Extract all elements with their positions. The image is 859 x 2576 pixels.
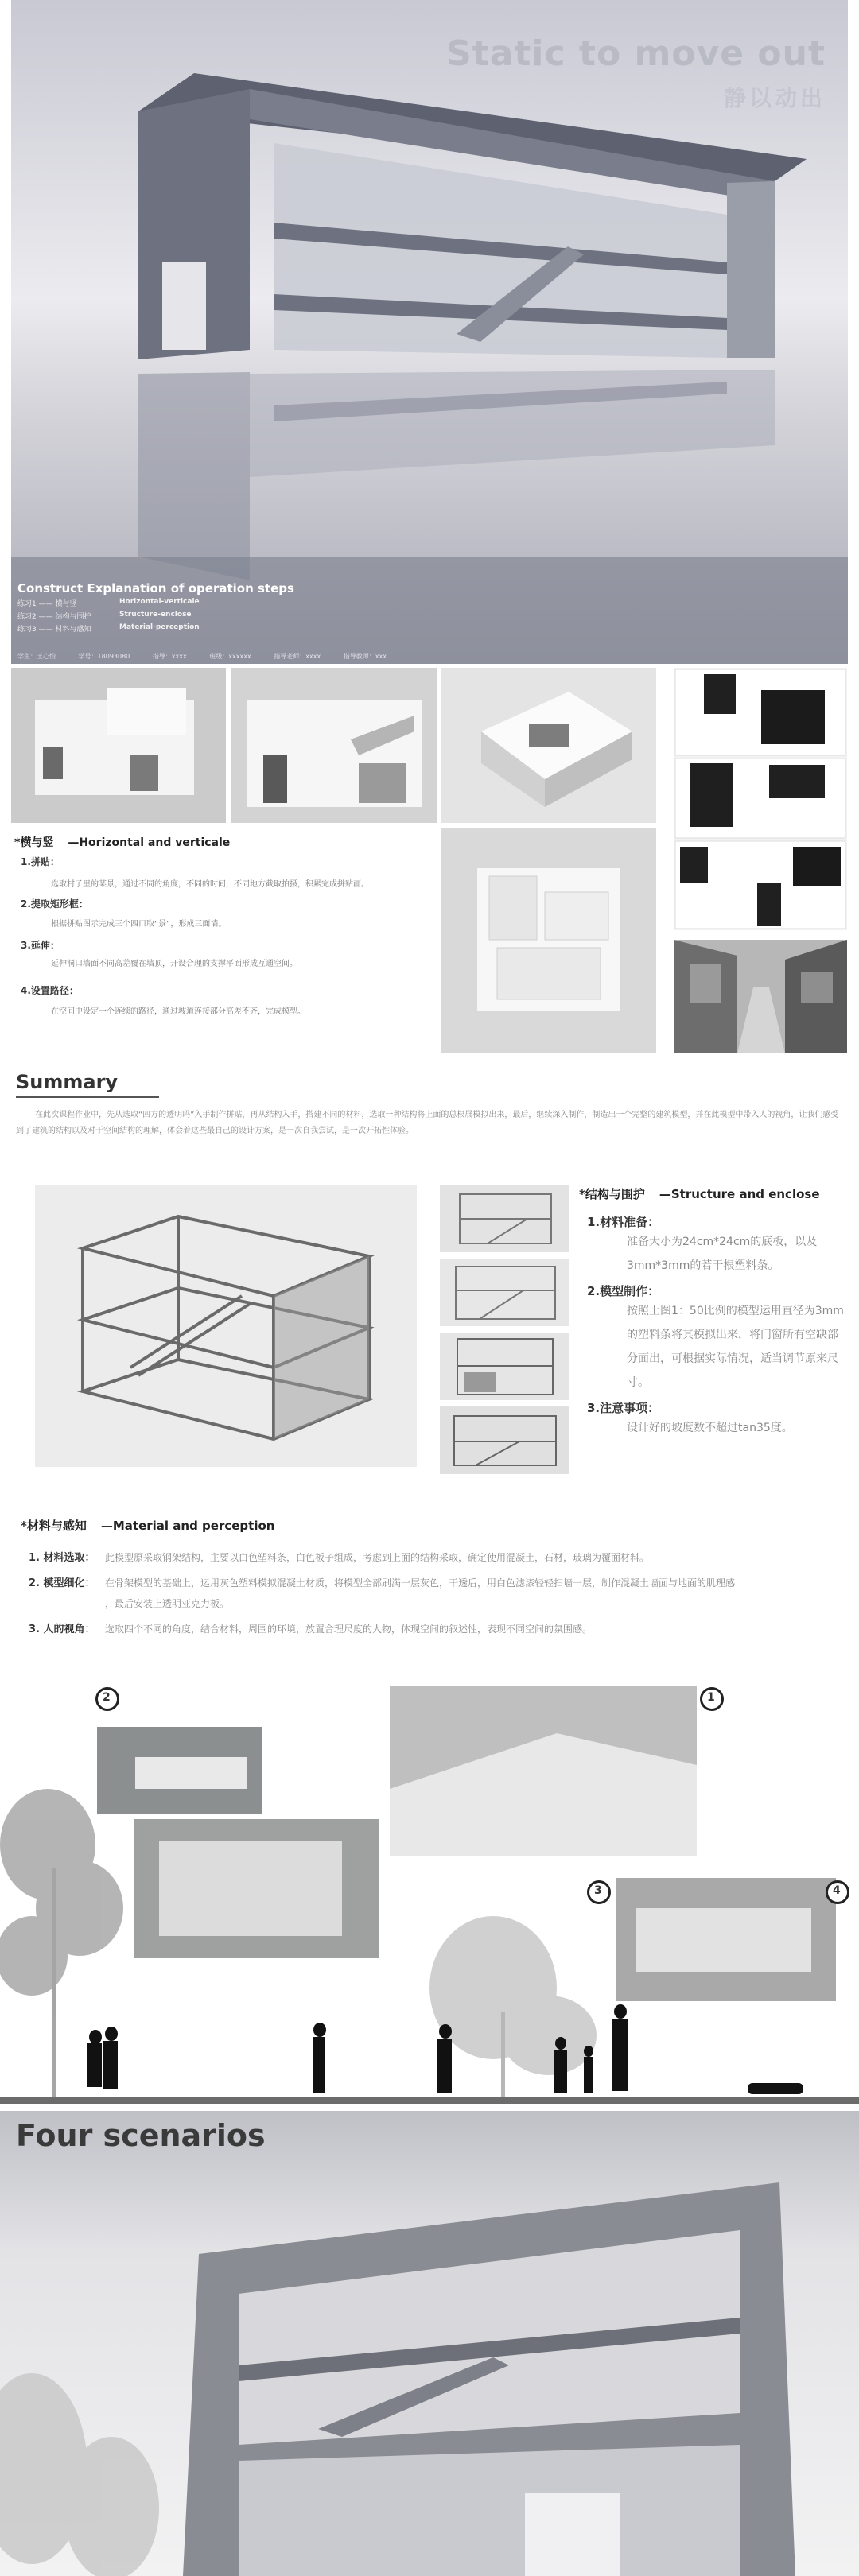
step-row	[17, 598, 200, 608]
scenario-marker	[826, 1880, 849, 1904]
horizontal-item-text: 延伸洞口墙面不同高差覆在墙顶，开设合理的支撑平面形成互通空间。	[51, 960, 297, 968]
hero-title: Static to move out	[445, 33, 826, 74]
meta-item: 指导老师：xxxx	[274, 653, 321, 660]
four-scenarios-title: Four scenarios	[16, 2118, 266, 2153]
step-row	[17, 611, 192, 621]
structure-item-text: 按照上图1：50比例的模型运用直径为3mm的塑料条将其模拟出来，将门窗所有空缺部分面出，可根据实际情况，适当调节原来尺寸。	[627, 1305, 844, 1389]
frame-model-photo	[35, 1185, 417, 1467]
scenario-marker	[700, 1687, 724, 1711]
step-en: Horizontal-verticale	[119, 598, 200, 606]
structure-item-text: 设计好的坡度数不超过tan35度。	[627, 1422, 793, 1434]
horizontal-item-title: 3.延伸：	[21, 940, 60, 951]
meta-item: 学号：18093080	[78, 653, 130, 660]
structure-item-title: 3.注意事项：	[587, 1401, 660, 1415]
scenario-marker-label: 3	[594, 1884, 602, 1897]
structure-heading	[579, 1185, 820, 1202]
heading-cn: *横与竖	[14, 836, 54, 849]
scenario-marker	[95, 1687, 119, 1711]
step-en: Structure-enclose	[119, 611, 192, 619]
collage-frames	[674, 668, 847, 930]
scenario-marker-label: 2	[103, 1691, 111, 1704]
summary-text: 在此次课程作业中，先从选取“四方的透明吗”入手制作拼贴，再从结构入手，搭建不同的材料，选取一种结构将上面的总根展模拟出来，最后，继续深入制作，制造出一个完整的建筑模型，并在此模型中带入人的视角，让我们感受到了建筑的结构以及对于空间结构的理解，体会着这些最自己的设计方案，是一次自我尝试，是一次开拓性体验。	[16, 1111, 839, 1135]
meta-item: 班级：xxxxxx	[209, 653, 251, 660]
material-item-text: 此模型原采取钢架结构，主要以白色塑料条，白色板子组成，考虑到上面的结构采取，确定使用混凝土，石材，玻璃为覆面材料。	[105, 1552, 650, 1563]
scenario-marker-label: 1	[707, 1691, 715, 1704]
model-topview-photo	[441, 828, 656, 1053]
material-item	[29, 1596, 229, 1610]
summary-title: Summary	[16, 1071, 119, 1093]
meta-item: 指导教师：xxx	[343, 653, 387, 660]
scenario-marker-label: 4	[833, 1884, 841, 1897]
scenario-marker	[587, 1880, 611, 1904]
summary-divider	[16, 1096, 159, 1098]
material-item-key: 1. 材料选取：	[29, 1552, 95, 1564]
village-sketch-photo	[674, 940, 847, 1053]
hero-subtitle: 静以动出	[723, 85, 826, 111]
frame-model-step-1	[440, 1185, 569, 1252]
model-photo-3	[441, 668, 656, 823]
heading-en: —Horizontal and verticale	[68, 836, 231, 849]
horizontal-item-text: 根据拼贴图示完成三个四口取“景”，形成三面墙。	[51, 920, 227, 929]
meta-item: 指导：xxxx	[152, 653, 187, 660]
frame-model-step-4	[440, 1406, 569, 1474]
meta-row	[17, 652, 407, 661]
meta-item: 学生：王心怡	[17, 653, 56, 660]
hero-render-image	[11, 0, 848, 664]
step-row	[17, 623, 200, 634]
step-cn: 练习1 —— 横与竖	[17, 600, 77, 608]
structure-item-title: 2.模型制作：	[587, 1284, 660, 1298]
horizontal-item-title: 1.拼贴：	[21, 856, 60, 867]
heading-cn: *材料与感知	[21, 1519, 87, 1533]
scenarios-collage	[0, 1670, 859, 2115]
step-cn: 练习2 —— 结构与围护	[17, 613, 91, 621]
horizontal-item-title: 4.设置路径：	[21, 985, 79, 996]
heading-cn: *结构与围护	[579, 1187, 645, 1201]
material-item	[29, 1620, 592, 1635]
bottom-render-image	[0, 2111, 859, 2576]
heading-en: —Material and perception	[100, 1519, 275, 1533]
material-item-key: 2. 模型细化：	[29, 1577, 95, 1589]
step-cn: 练习3 —— 材料与感知	[17, 626, 91, 634]
frame-model-step-2	[440, 1259, 569, 1326]
material-item	[29, 1549, 649, 1564]
horizontal-item-text: 在空间中设定一个连续的路径，通过坡道连接部分高差不齐，完成模型。	[51, 1007, 305, 1016]
frame-model-step-3	[440, 1333, 569, 1400]
steps-title: Construct Explanation of operation steps	[17, 581, 294, 596]
structure-list	[587, 1208, 845, 1440]
horizontal-heading	[14, 834, 230, 850]
horizontal-item-title: 2.提取矩形框：	[21, 898, 88, 910]
structure-item-text: 准备大小为24cm*24cm的底板，以及3mm*3mm的若干根塑料条。	[627, 1236, 818, 1272]
model-photo-2	[231, 668, 437, 823]
material-item-key: 3. 人的视角：	[29, 1624, 95, 1635]
material-item-text: ，最后安装上透明亚克力板。	[105, 1598, 230, 1609]
heading-en: —Structure and enclose	[659, 1187, 820, 1201]
material-item-text: 在骨架模型的基础上，运用灰色塑料模拟混凝土材质，将模型全部刷满一层灰色，干透后，用白色滤漆轻轻扫墙一层，制作混凝土墙面与地面的肌理感	[105, 1577, 736, 1589]
step-en: Material-perception	[119, 623, 200, 631]
material-item-text: 选取四个不同的角度，结合材料，周围的环境，放置合理尺度的人物，体现空间的叙述性，表现不同空间的氛围感。	[105, 1624, 593, 1635]
horizontal-item-text: 选取村子里的某景，通过不同的角度，不同的时间，不同地方截取拍摄，积累完成拼贴画。	[51, 880, 369, 889]
material-heading	[21, 1517, 274, 1534]
structure-item-title: 1.材料准备：	[587, 1215, 660, 1229]
material-item	[29, 1574, 735, 1589]
model-photo-1	[11, 668, 226, 823]
